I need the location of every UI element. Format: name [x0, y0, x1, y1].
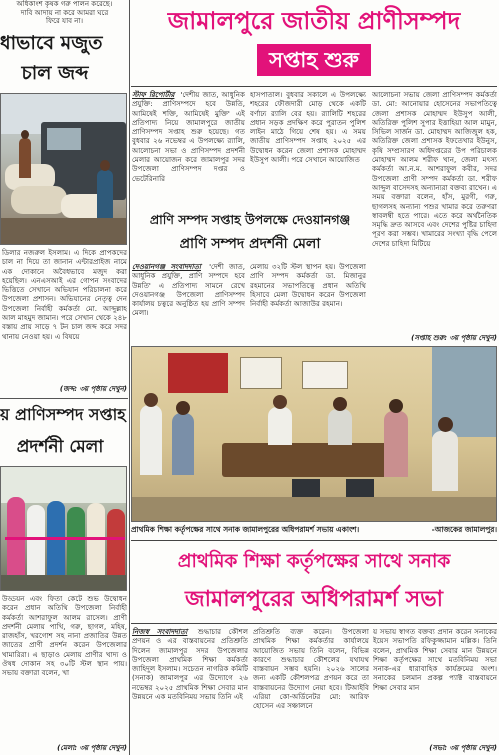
dewanganj-column-2: মেলায় ৩২টি স্টল স্থাপন হয়। উপজেলা প্রাণি সম্পদ কর্মকর্তা ডা. মিজানুর রহমানের সভাপতিত্বে প্রধান অতিথি হিসাবে মেলা উদ্বোধন করেন উপজেলা নির্বাহী কর্মকর্তা আজাউর রহমান।	[250, 262, 366, 309]
photo-person	[107, 509, 125, 577]
lead-byline: স্টাফ রিপোর্টার	[132, 90, 175, 99]
sanak-column-2: প্রতিশ্রুতি ব্যক্ত করেন। উপজেলা প্রাথমিক শিক্ষা কর্মকর্তার কার্যালয়ে আয়োজিত সভায় তিনি বলেন, বিভিন্ন কারণে শুদ্ধাচার কৌশলের যথাযথ বাস্তবায়ন সম্ভব হয়নি। ২০২৬ সালের জন্য একটি কৌশলপত্র প্রণয়ন করে তা বাস্তবায়নের উদ্যোগ নেয়া হবে। টিআইবি এরিয়া কো-অর্ডিনেটর মো: আরিফ হোসেন এর সঞ্চালনে	[253, 627, 369, 711]
photo-person	[27, 505, 45, 577]
photo-person-head	[333, 397, 347, 411]
rice-story-headline	[0, 28, 128, 90]
photo-person	[172, 413, 194, 475]
photo-person-head	[176, 401, 190, 415]
sanak-column-3: য় সভায় স্বাগত বক্তব্য প্রদান করেন সনাকের ইয়েস সভাপতি রফিকুজ্জামান মল্লিক। তিনি বলেন, প্রাথমিক শিক্ষা সেবার মান উন্নয়নে শিক্ষা কর্তৃপক্ষের সাথে মতবিনিময় সভা সনাক-এর ধারাবাহিক কার্যক্রমের অংশ। সনাকের চলমান প্রকল্প প্যাক্ট বাস্তবায়নে শিক্ষা সেবার মান	[373, 627, 497, 692]
sanak-headline-line1: প্রাথমিক শিক্ষা কর্তৃপক্ষের সাথে সনাক	[177, 551, 451, 572]
left-top-text	[2, 0, 127, 27]
meeting-photo	[131, 346, 497, 522]
fair-story-headline	[0, 401, 128, 465]
fair-story-jump: (মেলা: ৩য় পৃষ্ঠায় দেখুন)	[57, 744, 127, 752]
ribbon-cutting-photo	[0, 466, 127, 591]
lead-story-jump: (সপ্তাহ শুরু: ৩য় পৃষ্ঠায় দেখুন)	[411, 334, 497, 342]
photo-person-head	[389, 399, 403, 413]
truck-window	[47, 128, 81, 150]
floor	[132, 497, 497, 522]
fair-headline-line1: য় প্রাণিসম্পদ সপ্তাহ	[0, 405, 126, 424]
wall-clock-board	[302, 361, 348, 389]
lead-headline	[131, 0, 497, 87]
dewanganj-headline-line2: প্রাণি সম্পদ প্রদর্শনী মেলা	[179, 236, 321, 252]
lead-column-3: আলোচনা সভায় জেলা প্রাণিসম্পদ কর্মকর্তা ডা. মো: আনোয়ার হোসেনের সভাপতিত্বে জেলা প্রশাসক মোহাম্মদ ইউসুপ আলী, অতিরিক্ত পুলিশ সুপার ইত্তাহিয়া আল মামুন, সিভিল সার্জন ডা. মোহাম্মদ আজিজুল হক, অতিরিক্ত জেলা প্রশাসক ইফতেখার ইউনুস, কৃষি সম্প্রসারণ অধিদপ্তরের উপ পরিচালক মোহাম্মদ আলম শরীফ খান, জেলা মৎস্য কর্মকর্তা আ.ন.ম. আশরাফুল কবীর, সদর উপজেলা প্রাণী সম্পদ কর্মকর্তা ডা. শরীফ আব্দুল বাসেদসহ অন্যান্যরা বক্তব্য রাখেন। এ সময় বক্তারা বলেন, হাঁস, মুরগী, গরু, ছাগলসহ অন্যান্য পশুর খামার করে তরুণরা স্বাবলম্বী হতে পারে। এতে করে অর্থনৈতিক সমৃদ্ধি দ্রুত আসবে এবং দেশের পুষ্টির চাহিদা পূরণ করা সম্ভব। খামারের সংখ্যা বৃদ্ধি পেলে দেশের চাহিদা মিটিয়ে	[372, 90, 497, 248]
ribbon	[5, 537, 125, 540]
rice-headline-line2: চাল জব্দ	[21, 62, 89, 84]
left-top-line: দাবি আদায় না করে আমরা ঘরে	[20, 8, 109, 17]
photo-person-head	[144, 393, 158, 407]
meeting-table	[222, 443, 392, 477]
sanak-column-1	[132, 627, 248, 755]
column-divider	[129, 0, 130, 755]
lead-column-1-text: 'দেশীয় জাত, আধুনিক প্রযুক্তি: প্রাণিসম্পদে হবে উন্নতি, আমিষেই শক্তি, আমিষেই মুক্তি' এই প্রতিপাদ্য নিয়ে জামালপুরে জাতীয় প্রাণিসম্পদ সপ্তাহ শুরু হয়েছে। গত বুধবার ২৬ নভেম্বর এ উপলক্ষ্যে র‌্যালি, আলোচনা সভা ও প্রাণিসম্পদ প্রদর্শনী মেলার আয়োজন করে জামালপুর সদর উপজেলা প্রাণিসম্পদ দপ্তর ও ভেটেরিনারি	[132, 90, 245, 183]
rice-truck-photo	[0, 93, 127, 245]
meeting-photo-caption	[131, 524, 497, 536]
sanak-story-jump: (সভা: ৩য় পৃষ্ঠায় দেখুন)	[429, 744, 497, 752]
lead-headline-line2: সপ্তাহ শুরু	[257, 44, 371, 76]
photo-person	[432, 431, 458, 491]
dewanganj-column-1-text: 'দেশী জাত, আধুনিক প্রযুক্তি, প্রাণি সম্পদে হবে উন্নতি' এ প্রতিপাদ্য সামনে রেখে দেওয়ানগঞ্জ উপজেলা প্রাণিসম্পদ কার্যালয় চত্বরে অনুষ্ঠিত হয় প্রাণি সম্পদ মেলা।	[132, 262, 245, 318]
photo-person	[384, 411, 408, 477]
lead-column-2: হাসপাতাল। বুধবার সকালে এ উপলক্ষ্যে শহরের ফৌজদারী মোড় থেকে একটি বর্ণাঢ্য র‌্যালি বের হয়। র‌্যালিটি শহরের প্রধান সড়ক প্রদক্ষিণ করে পুরাতন পুলিশ লাইন মাঠে গিয়ে শেষ হয়। এ সময় জাতীয় প্রাণিসম্পদ সপ্তাহ ২০২৫ এর উদ্বোধন করেন জেলা প্রশাসক মোহাম্মদ ইউসুপ আলী। পরে সেখানে আয়োজিত	[250, 90, 366, 165]
sanak-headline-line2: জামালপুরের অধিপরামর্শ সভা	[185, 587, 443, 612]
lead-headline-line2-wrap	[131, 44, 497, 76]
photo-person	[328, 409, 352, 445]
left-top-line: ফিরে যাব না।	[46, 17, 83, 26]
photo-person	[97, 170, 113, 220]
rice-headline-line1: ধাভাবে মজুত	[0, 32, 103, 54]
sanak-byline: নিজস্ব সংবাদদাতা	[132, 627, 188, 636]
dewanganj-byline: দেওয়ানগঞ্জ সংবাদদাতা	[132, 262, 201, 271]
fair-headline-line2: প্রদর্শনী মেলা	[16, 437, 104, 457]
sanak-column-1-text: শুদ্ধাচার কৌশল প্রণয়ন ও এর বাস্তবায়নের প্রতিশ্রুতি দিলেন জামালপুর সদর উপজেলার উপজেলা প্রাথমিক শিক্ষা কর্মকর্তা জাহিদুল ইসলাম। সচেতন নাগরিক কমিটি (সনাক) জামালপুর এর উদ্যোগে ২৬ নভেম্বর ২০২৫ প্রাথমিক শিক্ষা সেবার মান উন্নয়নে এক মতবিনিময় সভায় তিনি এই	[132, 627, 248, 702]
photo-person	[268, 407, 292, 445]
sanak-headline	[131, 540, 497, 624]
dewanganj-column-1	[132, 262, 245, 342]
rice-story-body: ডিলার নজরুল ইসলাম। এ দিকে প্রাপকদের চাল না দিয়ে তা জানান এন্টারপ্রাইজ নামে এক দোকানে অবৈধভাবে মজুদ করা হয়েছিল। এনএসআই এর গোপন সংবাদের ভিত্তিতে সেখানে অভিযান পরিচালনা করে উপজেলা প্রশাসন। অভিযানের নেতৃত্ব দেন উপজেলা নির্বাহী কর্মকর্তা মো. আব্দুল্লাহ আল মাহমুদ জামান। পরে সেখান থেকে ২৪৮ বস্তায় প্রায় সাড়ে ৭ টন চাল জব্দ করে সদর থানায় নেওয়া হয়। এ বিষয়ে	[2, 248, 127, 341]
photo-person	[67, 507, 85, 577]
left-section-divider	[0, 398, 128, 399]
photo-ground	[1, 218, 127, 245]
dewanganj-headline-line1: প্রাণি সম্পদ সপ্তাহ উপলক্ষে দেওয়ানগঞ্জ	[149, 212, 351, 227]
photo-person	[87, 503, 105, 577]
fair-story-body: উড্ডয়ন এবং ফিতা কেটে শুভ উদ্বোধন করেন প্রধান অতিথি উপজেলা নির্বাহী কর্মকর্তা আশরাফুল আলম রাসেল। প্রাণী প্রদর্শনী মেলায় পাখি, গরু, ছাগল, মহিষ, রাজহাঁস, খরগোশ সহ নানা প্রজাতির উন্নত জাতের প্রাণী প্রদর্শন করেন উপজেলার খামারিরা। এ ছাড়াও মেলায় প্রাণীর খাদ্য ও ঔষধ দোকান সহ ৩০টি স্টল স্থান পায়। সভায় বক্তারা বলেন, খা	[2, 594, 127, 678]
photo-person-head	[100, 160, 110, 171]
caption-text: প্রাথমিক শিক্ষা কর্তৃপক্ষের সাথে সনাক জামালপুরের অধিপরামর্শ সভায় একাংশ।	[131, 525, 360, 534]
lead-headline-line1: জামালপুরে জাতীয় প্রাণীসম্পদ	[167, 7, 461, 35]
rice-story-jump: (জব্দ: ৩য় পৃষ্ঠায় দেখুন)	[59, 385, 127, 393]
rice-sack	[11, 186, 67, 214]
wall-poster	[168, 353, 228, 393]
wall-poster	[240, 357, 282, 389]
photo-person	[19, 138, 31, 178]
caption-credit: -আজকের জামালপুর।	[431, 525, 497, 534]
lead-column-1	[132, 90, 245, 206]
photo-person-head	[21, 130, 29, 139]
photo-ground	[1, 575, 127, 591]
left-top-line: অধিকাংশ কৃষক গরু পালন করেছে।	[16, 0, 113, 8]
photo-person	[140, 405, 162, 475]
photo-person-head	[438, 417, 453, 432]
dewanganj-headline	[132, 208, 368, 260]
photo-person-head	[273, 395, 287, 409]
